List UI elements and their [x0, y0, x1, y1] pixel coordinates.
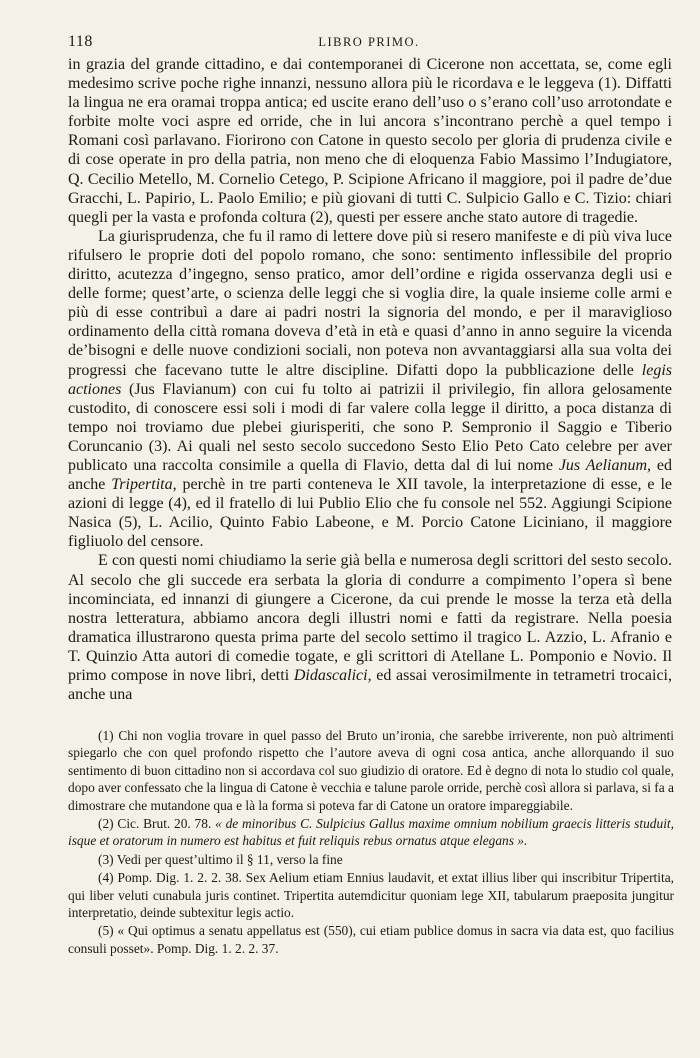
paragraph-1: in grazia del grande cittadino, e dai contemporanei di Cicerone non accettata, se, come egli medesimo scrive poche righe innanzi, nessuno allora più le ricordava e le leggeva (1). Diffatti la lingua ne era oramai troppa antica; ed uscite erano dell’uso o s’erano coll’uso arrotondate e forbite molte voci aspre ed orride, che in lui ancora s’incontrano perchè a quel tempo i Romani così parlavano. Fiorirono con Catone in questo secolo per gloria di prudenza civile e di cose operate in pro della patria, non meno che di eloquenza Fabio Massimo l’Indugiatore, Q. Cecilio Metello, M. Cornelio Cetego, P. Scipione Africano il maggiore, poi il padre de’due Gracchi, L. Papirio, L. Paolo Emilio; e più giovani di tutti C. Sulpicio Gallo e C. Tizio: chiari quegli per la vasta e profonda coltura (2), questi per essere anche stato autore di tragedie.: [68, 56, 672, 226]
footnote-3: (3) Vedi per quest’ultimo il § 11, verso la fine: [98, 851, 343, 867]
italic-term: legis actiones: [68, 361, 672, 398]
page-number: 118: [68, 33, 93, 50]
latin-quote: « de minoribus C. Sulpicius Gallus maxime omnium nobilium graecis litteris studuit, isque et oratorum in numero est habitus et fuit reliquis rebus ornatus atque elegans ».: [68, 816, 674, 849]
paragraph-3: E con questi nomi chiudiamo la serie già bella e numerosa degli scrittori del sesto secolo. Al secolo che gli succede era serbata la gloria di condurre a compimento l’opera sì bene incominciata, ed innanzi di giungere a Cicerone, da cui prende le mosse la terza età della nostra letteratura, abbiamo ancora degli illustri nomi e fatti da registrare. Nella poesia dramatica illustrarono questa prima parte del secolo settimo il tragico L. Azzio, L. Afranio e T. Quinzio Atta autori di comedie togate, e gli scrittori di Atellane L. Pomponio e Novio. Il primo compose in nove libri, detti Didascalici, ed assai verosimilmente in tetrametri trocaici, anche una: [68, 552, 672, 704]
italic-term: Didascalici,: [293, 667, 372, 684]
main-text: [68, 55, 672, 704]
running-title: LIBRO PRIMO.: [318, 35, 420, 49]
footnote-1: (1) Chi non voglia trovare in quel passo del Bruto un’ironia, che sarebbe irriverente, non può altrimenti spiegarlo che con quel profondo rispetto che l’autore aveva di ogni cosa antica, anche allorquando il suo sentimento di buon cittadino non si accordava col suo giudizio di oratore. Ed è degno di nota lo studio col quale, dopo aver confessato che la lingua di Catone è vecchia e talune parole orride, perchè così allora si parlava, si fa a dimostrare che mutandone qua e là la forma si poteva far di Catone un oratore impareggiabile.: [68, 728, 674, 813]
page-header: [68, 33, 670, 53]
footnotes: [68, 727, 674, 958]
paragraph-2: La giurisprudenza, che fu il ramo di lettere dove più si resero manifeste e di più viva luce rifulsero le proprie doti del popolo romano, che sono: sentimento inflessibile del proprio diritto, acutezza d’ingegno, senso pratico, amor dell’ordine e rigida osservanza degli usi e delle forme; quest’arte, o scienza delle leggi che si voglia dire, la quale insieme colle armi e più di esse contribuì a dare ai padri nostri la signoria del mondo, e per il maraviglioso ordinamento della città romana doveva d’età in età e quasi d’anno in anno seguire la vicenda de’bisogni e delle nuove condizioni sociali, non poteva non avvantaggiarsi alla sua volta dei progressi che facevano tutte le altre discipline. Difatti dopo la pubblicazione delle legis actiones (Jus Flavianum) con cui fu tolto ai patrizii il privilegio, fin allora gelosamente custodito, di conoscere essi soli i modi di far valere colla legge il diritto, a poca distanza di tempo noi troviamo due plebei giurisperiti, che sono P. Sempronio il Saggio e Tiberio Coruncanio (3). Ai quali nel sesto secolo succedono Sesto Elio Peto Cato celebre per aver publicato una raccolta consimile a quella di Flavio, detta dal di lui nome Jus Aelianum, ed anche Tripertita, perchè in tre parti conteneva le XII tavole, la interpretazione di esse, e le azioni di legge (4), ed il fratello di lui Publio Elio che fu console nel 552. Aggiungi Scipione Nasica (5), L. Acilio, Quinto Fabio Labeone, e M. Porcio Catone Liciniano, il maggiore figliuolo del censore.: [68, 227, 673, 551]
italic-term: Jus Aelianum,: [558, 456, 652, 474]
footnote-5: (5) « Qui optimus a senatu appellatus est (550), cui etiam publice domus in sacra via data est, quo facilius consuli posset». Pomp. Dig. 1. 2. 2. 37.: [68, 923, 674, 956]
italic-term: Tripertita,: [111, 476, 177, 494]
footnote-2: (2) Cic. Brut. 20. 78. « de minoribus C. Sulpicius Gallus maxime omnium nobilium graecis litteris studuit, isque et oratorum in numero est habitus et fuit reliquis rebus ornatus atque elegans ».: [68, 816, 674, 849]
footnote-4: (4) Pomp. Dig. 1. 2. 2. 38. Sex Aelium etiam Ennius laudavit, et extat illius liber qui inscribitur Tripertita, qui liber veluti cunabula juris continet. Tripertita autemdicitur quoniam lege XII, tabularum praeposita jungitur interpretatio, deinde subtexitur legis actio.: [68, 870, 674, 921]
